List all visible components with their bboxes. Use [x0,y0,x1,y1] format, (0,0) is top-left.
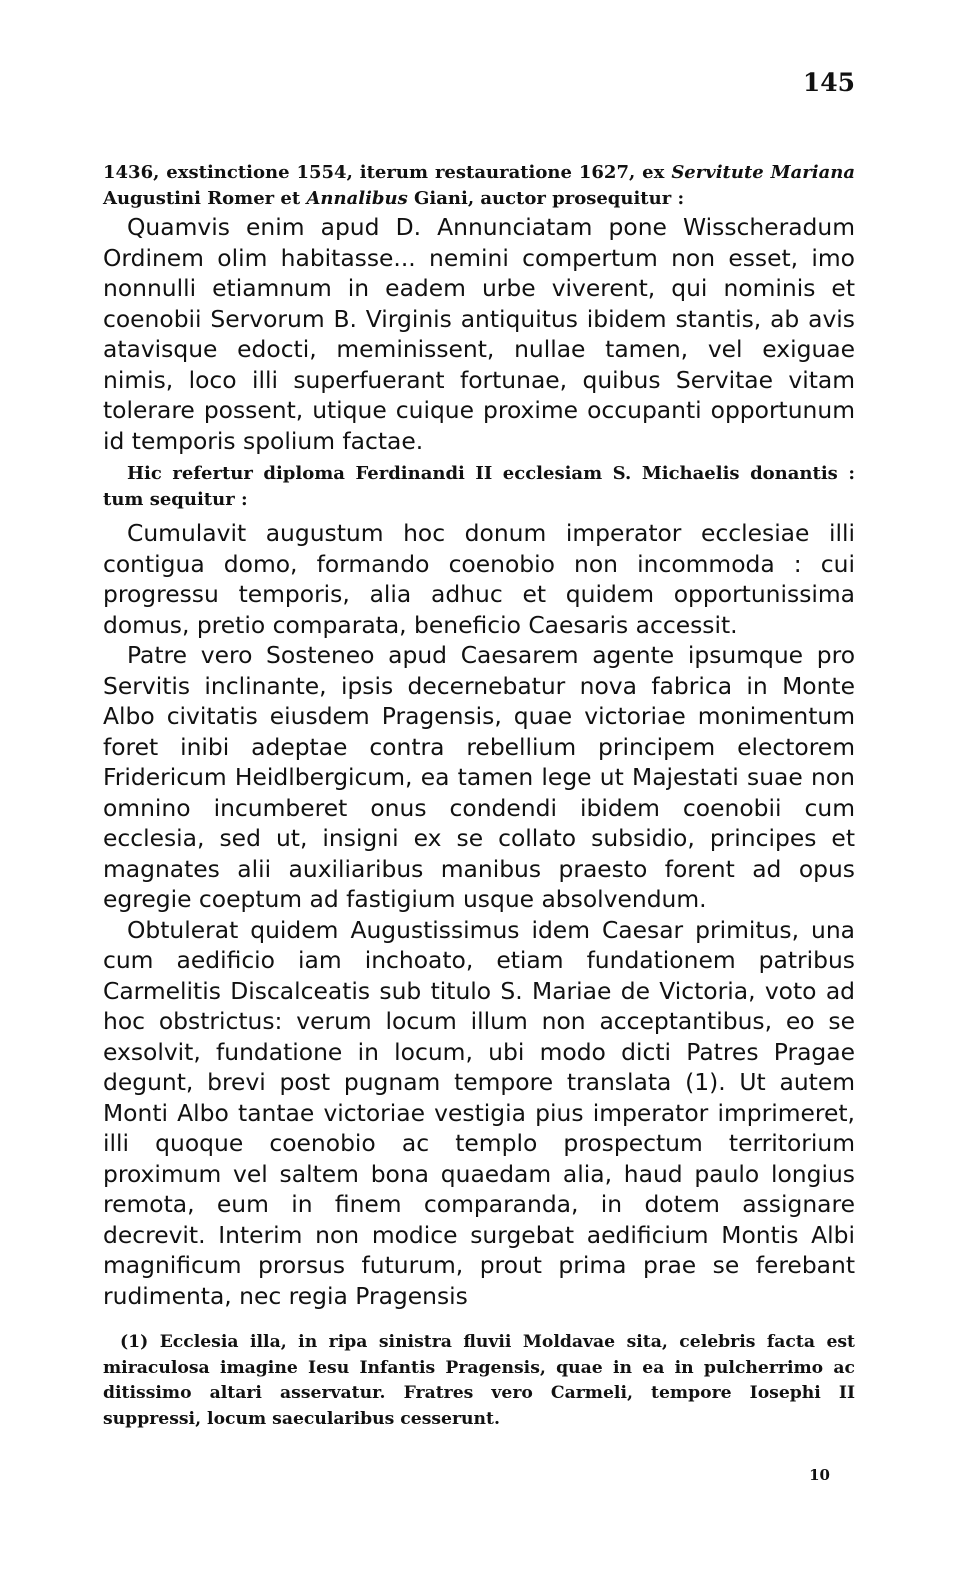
paragraph-4: Obtulerat quidem Augustissimus idem Caesar primitus, una cum aedificio iam inchoato, etiam fundationem patribus Carmelitis Discalceatis sub titulo S. Mariae de Victoria, voto ad hoc obstrictus: verum locum illum non acceptantibus, eo se exsolvit, fundatione in locum, ubi modo dicti Patres Pragae degunt, brevi post pugnam tempore translata (1). Ut autem Monti Albo tantae victoriae vestigia pius imperator imprimeret, illi quoque coenobio ac templo prospectum territorium proximum vel saltem bona quaedam alia, haud paulo longius remota, eum in finem comparanda, in dotem assignare decrevit. Interim non modice surgebat aedificium Montis Albi magnificum prorsus futurum, prout prima prae se ferebant rudimenta, nec regia Pragensis [103,915,855,1310]
main-text [103,160,855,1311]
signature-mark: 10 [809,1466,830,1484]
intro-text-before: 1436, exstinctione 1554, iterum restauratione 1627, ex [103,162,672,183]
footnotes [103,1330,855,1432]
paragraph-2: Cumulavit augustum hoc donum imperator ecclesiae illi contigua domo, formando coenobio non incommoda : cui progressu temporis, alia adhuc et quidem opportunissima domus, pretio comparata, beneficio Caesaris accessit. [103,519,855,639]
footnote-1: (1) Ecclesia illa, in ripa sinistra fluvii Moldavae sita, celebris facta est miraculosa imagine Iesu Infantis Pragensis, quae in ea in pulcherrimo ac ditissimo altari asservatur. Fratres vero Carmeli, tempore Iosephi II suppressi, locum saecularibus cesserunt. [103,1332,855,1429]
source-title-2: Annalibus [306,188,408,209]
paragraph-1: Quamvis enim apud D. Annunciatam pone Wisscheradum Ordinem olim habitasse... nemini compertum non esset, imo nonnulli etiamnum in eadem urbe viverent, qui nominis et coenobii Servorum B. Virginis antiquitus ibidem stantis, ab avis atavisque edocti, meminissent, nullae tamen, vel exiguae nimis, loco illi superfuerant fortunae, quibus Servitae vitam tolerare possent, utique cuique proxime occupanti opportunum id temporis spolium factae. [103,213,855,455]
source-title: Servitute Mariana [671,162,855,183]
intro-text-after: Giani, auctor prosequitur : [407,188,685,209]
page-number: 145 [802,68,855,97]
editorial-note: Hic refertur diploma Ferdinandi II ecclesiam S. Michaelis donantis : tum sequitur : [103,463,855,510]
intro-paragraph [103,160,855,212]
paragraph-3: Patre vero Sosteneo apud Caesarem agente ipsumque pro Servitis inclinante, ipsis decernebatur nova fabrica in Monte Albo civitatis eiusdem Pragensis, quae victoriae monimentum foret inibi adeptae contra rebellium principem electorem Fridericum Heidlbergicum, ea tamen lege ut Majestati suae non omnino incumberet onus condendi ibidem coenobii cum ecclesia, sed ut, insigni ex se collato subsidio, principes et magnates alii auxiliaribus manibus praesto forent ad opus egregie coeptum ad fastigium usque absolvendum. [103,641,855,913]
intro-text-middle: Augustini Romer et [103,188,307,209]
